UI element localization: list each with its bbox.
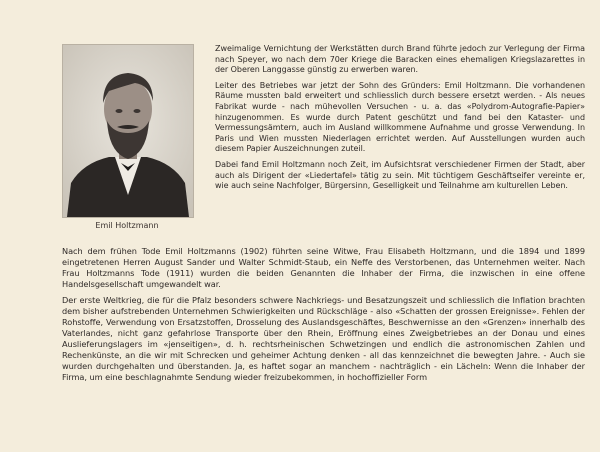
- paragraph-3: Dabei fand Emil Holtzmann noch Zeit, im Aufsichtsrat verschiedener Firmen der Stadt, aber auch als Dirigent der «Liedertafel» tätig zu sein. Mit tüchtigem Geschäftseifer vereinte er, wie auch seine Nachfolger, Bürgersinn, Geselligkeit und Teilnahme am kulturellen Leben.: [215, 159, 585, 191]
- paragraph-4: Nach dem frühen Tode Emil Holtzmanns (1902) führten seine Witwe, Frau Elisabeth Holtzmann, und die 1894 und 1899 eingetretenen Herren August Sander und Walter Schmidt-Staub, ein Neffe des Verstorbenen, das Unternehmen weiter. Nach Frau Holtzmanns Tode (1911) wurden die beiden Genannten die Inhaber der Firma, die inzwischen in eine offene Handelsgesellschaft umgewandelt war.: [62, 246, 585, 289]
- paragraph-1: Zweimalige Vernichtung der Werkstätten durch Brand führte jedoch zur Verlegung der Firma nach Speyer, wo nach dem 70er Kriege die Baracken eines ehemaligen Kriegslazarettes in der Oberen Langgasse günstig zu erwerben waren.: [215, 44, 585, 75]
- photo-caption: Emil Holtzmann: [95, 221, 159, 230]
- portrait-photo: [62, 44, 194, 218]
- paragraph-2: Leiter des Betriebes war jetzt der Sohn des Gründers: Emil Holtzmann. Die vorhandenen Räume mussten bald erweitert und schliesslich durch bessere ersetzt werden. - Als neues Fabrikat wurde - nach mühevollen Versuchen - u. a. das «Polydrom-Autografie-Papier» hinzugenommen. Es wurde durch Patent geschützt und fand bei den Kataster- und Vermessungsämtern, auch im Ausland willkommene Aufnahme und grosse Verwendung. In Paris und Wien mussten Niederlagen errichtet werden. Auf Ausstellungen wurden auch diesem Papier Auszeichnungen zuteil.: [215, 80, 585, 154]
- text-block-wide: [62, 246, 585, 388]
- paragraph-5: Der erste Weltkrieg, die für die Pfalz besonders schwere Nachkriegs- und Besatzungszeit und schliesslich die Inflation brachten dem bisher aufstrebenden Unternehmen Schwierigkeiten und Rückschläge - also «Schatten der grossen Ereignisse». Fehlen der Rohstoffe, Verwendung von Ersatzstoffen, Drosselung des Auslandsgeschäftes, Beschwernisse an den «Grenzen» innerhalb des Vaterlandes, nicht ganz gefahrlose Transporte über den Rhein, Eröffnung eines Zweigbetriebes an der Donau und eines Auslieferungslagers im «jenseitigen», d. h. rechtsrheinischen Schwetzingen und endlich die astronomischen Zahlen und Rechenkünste, an die wir mit Schrecken und geheimer Achtung denken - all das kennzeichnet die bewegten Jahre. - Auch sie wurden durchgehalten und überstanden. Ja, es haftet sogar an manchem - nachträglich - ein Lächeln: Wenn die Inhaber der Firma, um eine beschlagnahmte Sendung wieder freizubekommen, in hochoffizieller Form: [62, 295, 585, 382]
- text-column-right: [215, 44, 585, 197]
- portrait-image: [63, 45, 193, 217]
